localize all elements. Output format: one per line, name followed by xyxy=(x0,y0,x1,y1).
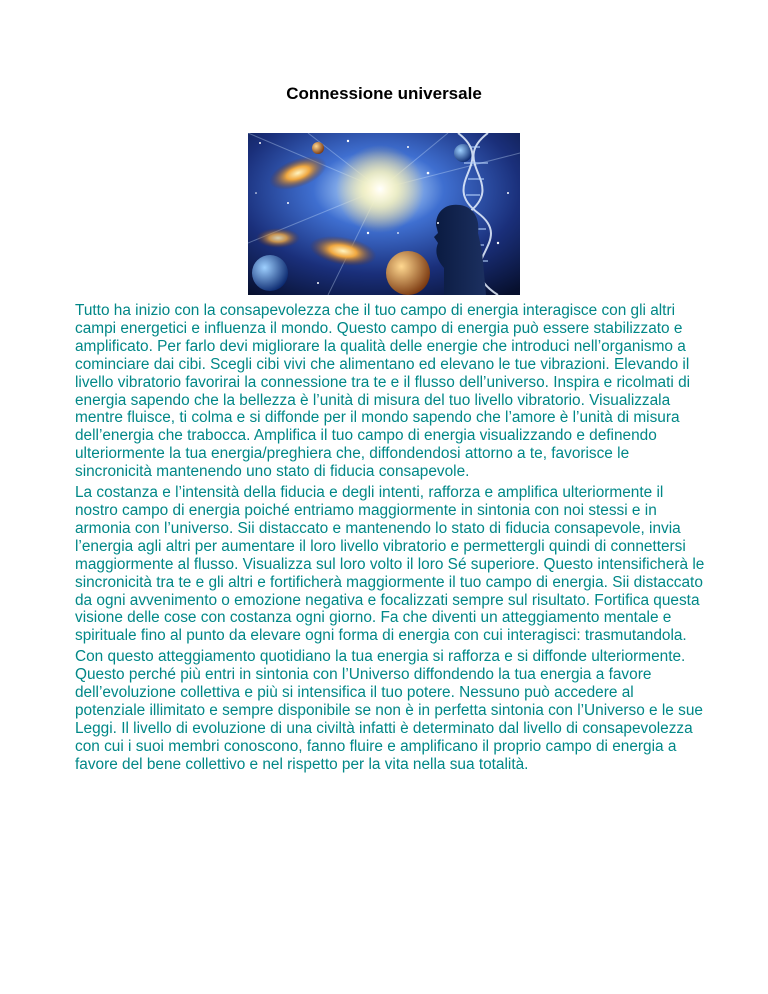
paragraph-3: Con questo atteggiamento quotidiano la tua energia si rafforza e si diffonde ulteriormente. Questo perché più entri in sintonia con l’Universo diffondendo la tua energia a favore dell’evoluzione collettiva e più si intensifica il tuo potere. Nessuno può accedere al potenziale illimitato e sempre disponibile se non è in perfetta sintonia con l’Universo e le sue Leggi. Il livello di evoluzione di una civiltà infatti è determinato dal livello di consapevolezza con cui i suoi membri conoscono, fanno fluire e amplificano il proprio campo di energia a favore del bene collettivo e nel rispetto per la vita nella sua totalità. xyxy=(75,648,703,773)
page-title: Connessione universale xyxy=(286,84,482,103)
cosmic-illustration xyxy=(248,133,520,295)
paragraph-2: La costanza e l’intensità della fiducia e degli intenti, rafforza e amplifica ulteriormente il nostro campo di energia poiché entriamo maggiormente in sintonia con noi stessi e in armonia con l’universo. Sii distaccato e mantenendo lo stato di fiducia consapevole, invia l’energia agli altri per aumentare il loro livello vibratorio e permettergli quindi di connettersi maggiormente al flusso. Visualizza sul loro volto il loro Sé superiore. Questo intensificherà le sincronicità tra te e gli altri e fortificherà maggiormente il tuo campo di energia. Sii distaccato da ogni avvenimento o emozione negativa e focalizzati sempre sul risultato. Fortifica questa visione delle cose con costanza ogni giorno. Fa che diventi un atteggiamento mentale e spirituale fino al punto da elevare ogni forma di energia con cui interagisci: trasmutandola. xyxy=(75,484,705,645)
cosmic-image-svg xyxy=(248,133,520,295)
article-body xyxy=(75,302,705,777)
paragraph-1: Tutto ha inizio con la consapevolezza che il tuo campo di energia interagisce con gli altri campi energetici e influenza il mondo. Questo campo di energia può essere stabilizzato e amplificato. Per farlo devi migliorare la qualità delle energie che introduci nell’organismo a cominciare dai cibi. Scegli cibi vivi che alimentano ed elevano le tue vibrazioni. Elevando il livello vibratorio favorirai la connessione tra te e il flusso dell’universo. Inspira e ricolmati di energia sapendo che la bellezza è l’unità di misura del tuo livello vibratorio. Visualizzala mentre fluisce, ti colma e si diffonde per il mondo sapendo che l’amore è l’unità di misura dell’energia che trabocca. Amplifica il tuo campo di energia visualizzando e definendo ulteriormente la tua energia/preghiera che, diffondendosi attorno a te, favorisce le sincronicità mantenendo uno stato di fiducia consapevole. xyxy=(75,302,691,481)
